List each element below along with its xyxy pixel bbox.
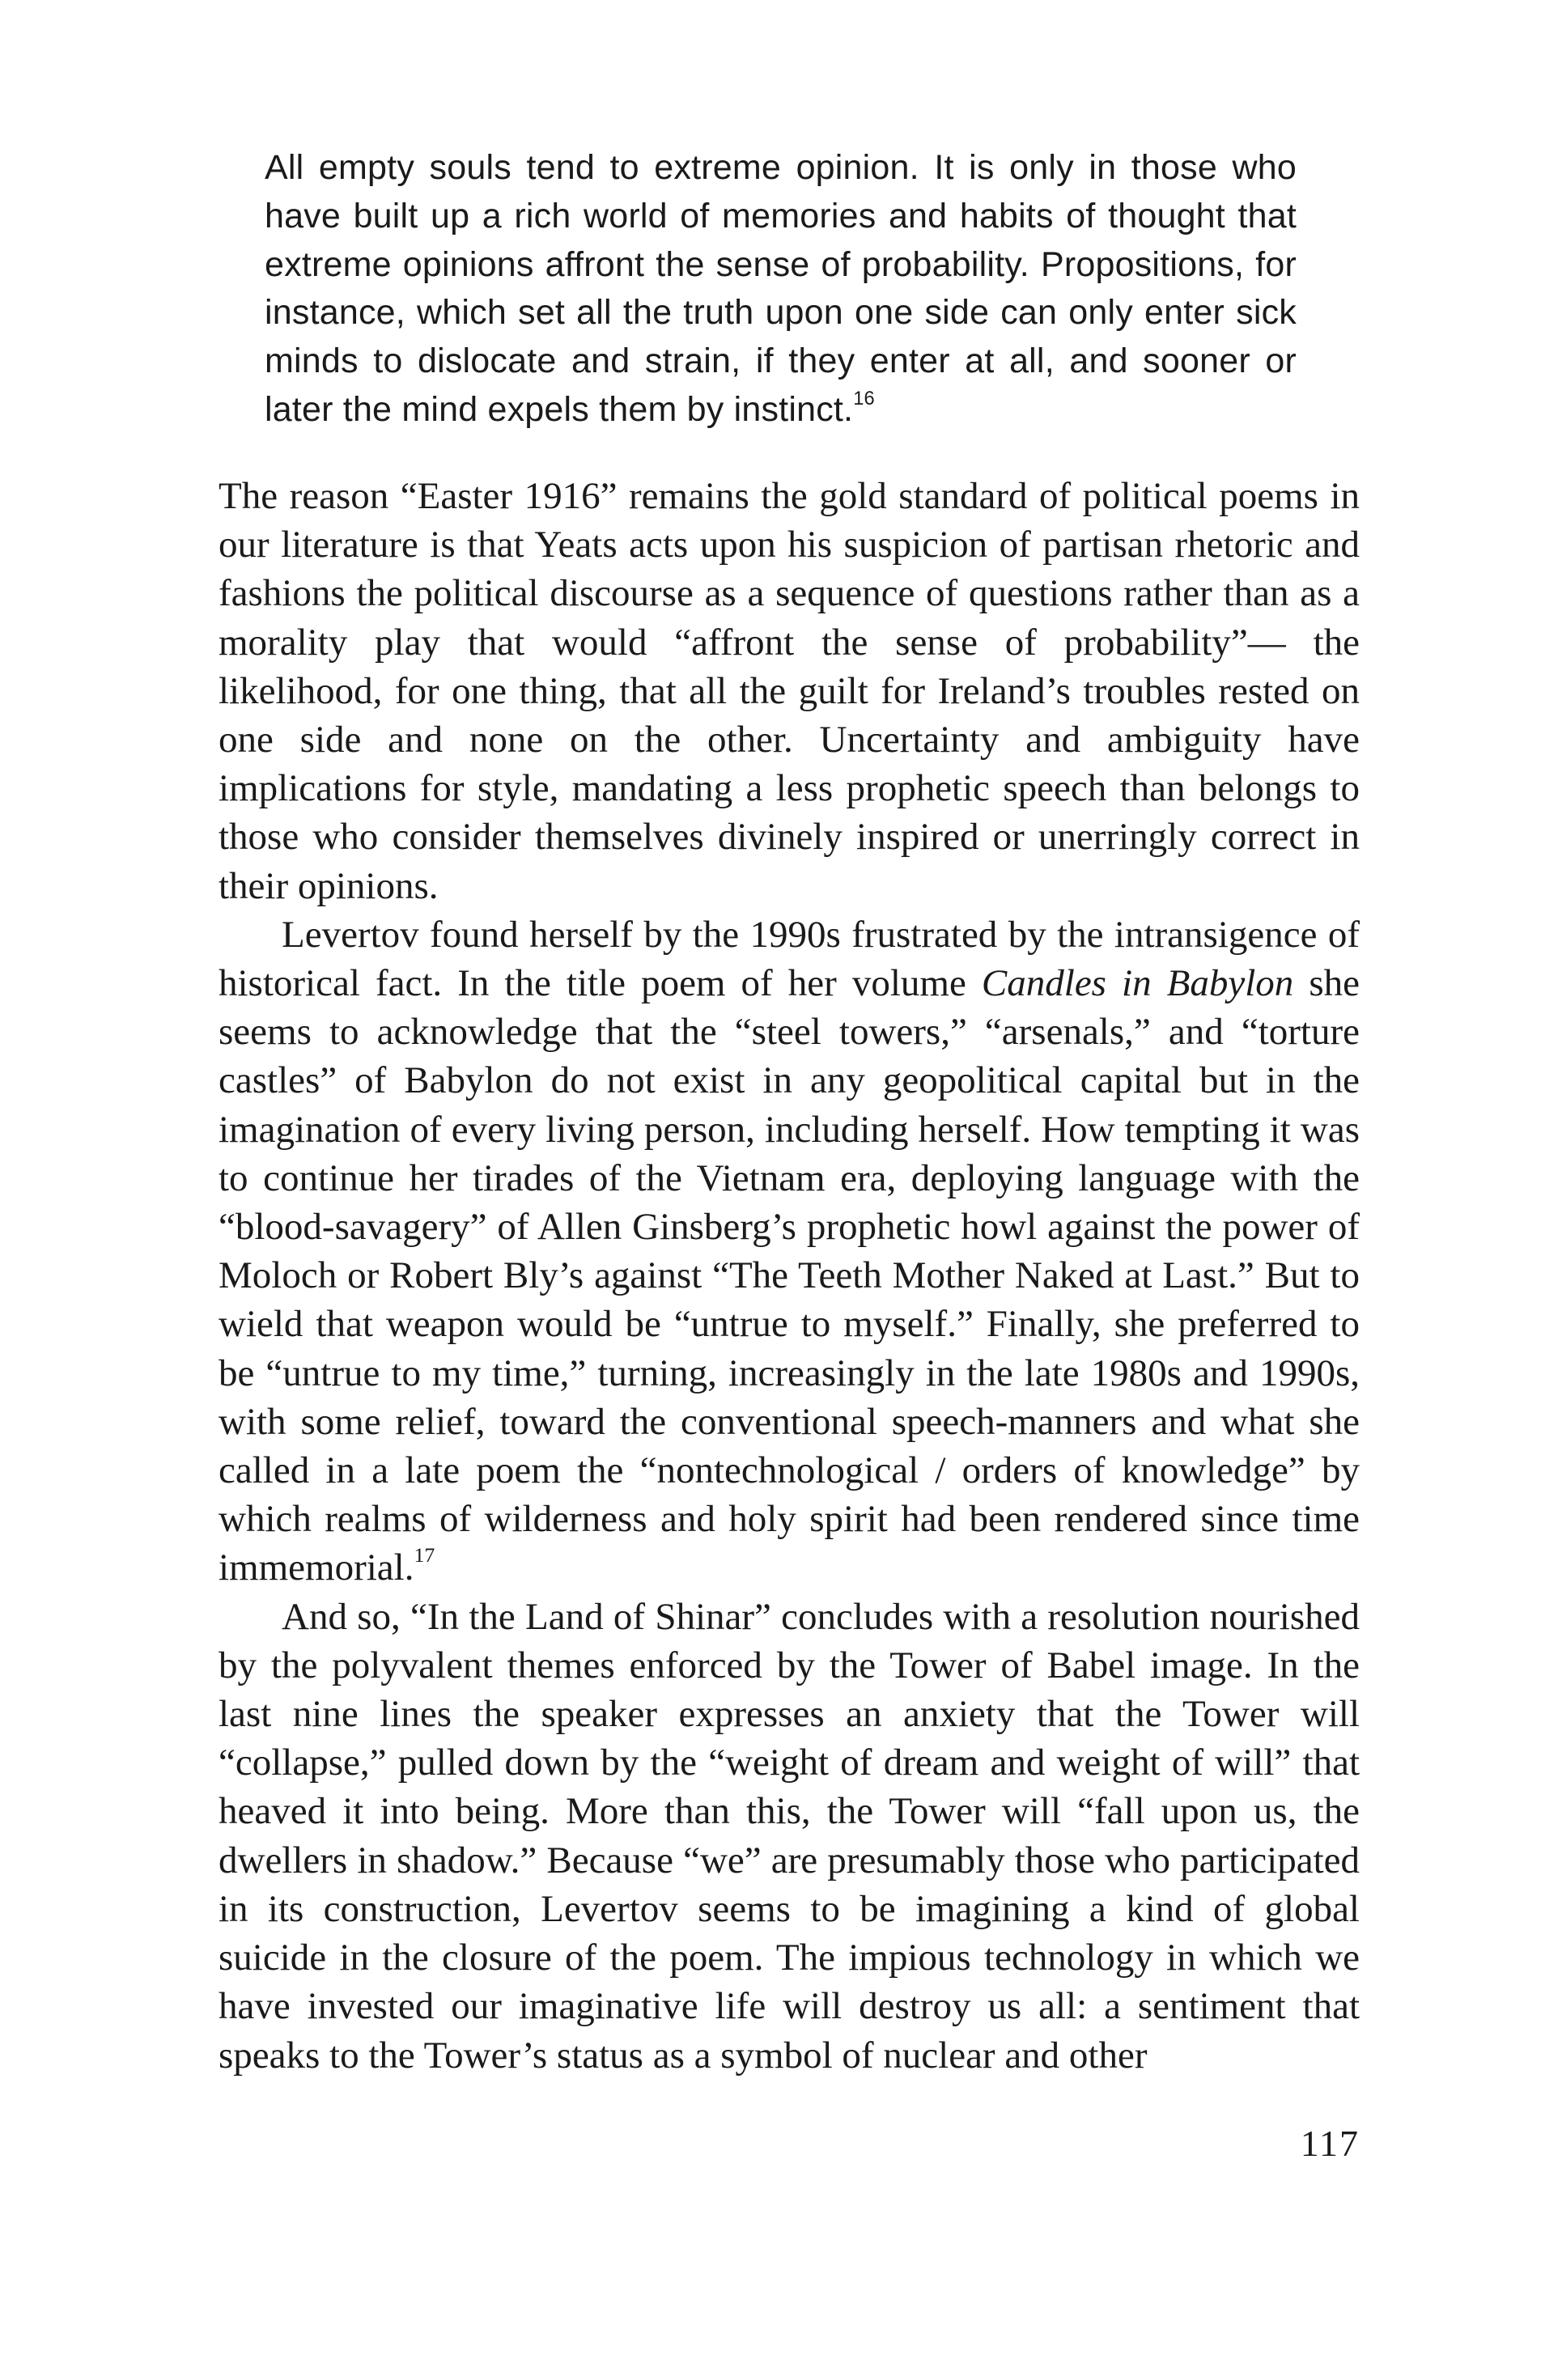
block-quote (265, 144, 1297, 435)
paragraph: The reason “Easter 1916” remains the gold standard of political poems in our literature is that Yeats acts upon his suspicion of partisan rhetoric and fashions the political discourse as a sequence of questions rather than as a morality play that would “affront the sense of probability”— the likelihood, for one thing, that all the guilt for Ireland’s troubles rested on one side and none on the other. Uncertainty and ambiguity have implications for style, mandating a less prophetic speech than belongs to those who consider themselves divinely inspired or unerringly correct in their opinions. (219, 475, 1360, 907)
body-text (219, 472, 1360, 2080)
paragraph-text: she seems to acknowledge that the “steel towers,” “arsenals,” and “torture castles” of Babylon do not exist in any geopolitical capital but in the imagination of every living person, including herself. How tempting it was to continue her tirades of the Vietnam era, deploying language with the “blood-savagery” of Allen Ginsberg’s prophetic howl against the power of Moloch or Robert Bly’s against “The Teeth Mother Naked at Last.” But to wield that weapon would be “untrue to myself.” Finally, she preferred to be “untrue to my time,” turning, increasingly in the late 1980s and 1990s, with some relief, toward the conventional speech-manners and what she called in a late poem the “nontechnological / orders of knowledge” by which realms of wilderness and holy spirit had been rendered since time immemorial. (219, 962, 1360, 1589)
page-number: 117 (1300, 2123, 1360, 2164)
paragraph (219, 910, 1360, 1593)
block-quote-text: All empty souls tend to extreme opinion. It is only in those who have built up a rich world of memories and habits of thought that extreme opinions affront the sense of probability. Propositions, for instance, which set all the truth upon one side can only enter sick minds to dislocate and strain, if they enter at all, and sooner or later the mind expels them by instinct. (265, 148, 1297, 429)
footnote-marker: 17 (414, 1543, 435, 1568)
paragraph-text: Levertov found herself by the 1990s frustrated by the intransigence of historical fact. In the title poem of her volume (219, 913, 1360, 1005)
footnote-marker: 16 (853, 388, 875, 409)
book-title: Candles in Babylon (981, 962, 1294, 1005)
paragraph: And so, “In the Land of Shinar” concludes with a resolution nourished by the polyvalent themes enforced by the Tower of Babel image. In the last nine lines the speaker expresses an anxiety that the Tower will “collapse,” pulled down by the “weight of dream and weight of will” that heaved it into being. More than this, the Tower will “fall upon us, the dwellers in shadow.” Because “we” are presumably those who participated in its construction, Levertov seems to be imagining a kind of global suicide in the closure of the poem. The impious technology in which we have invested our imaginative life will destroy us all: a sentiment that speaks to the Tower’s status as a symbol of nuclear and other (219, 1595, 1360, 2077)
